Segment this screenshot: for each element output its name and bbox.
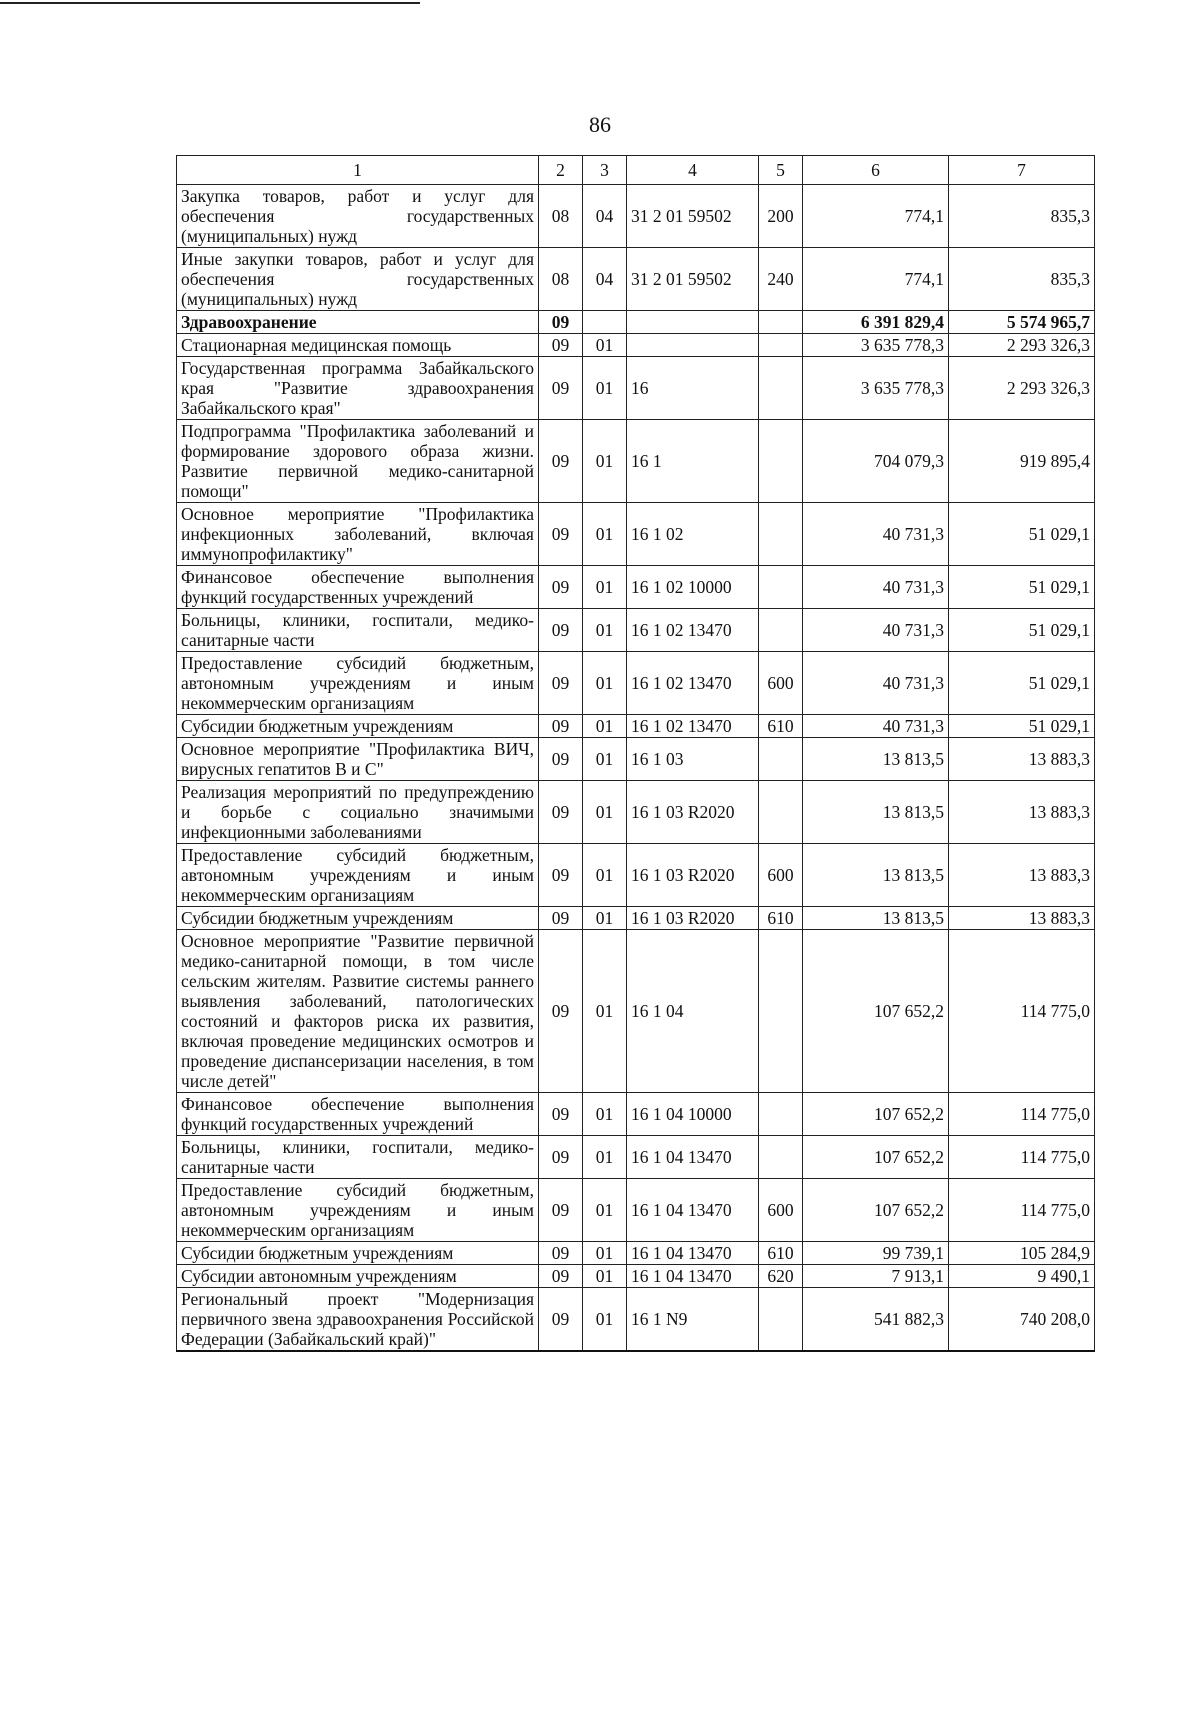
row-name: Основное мероприятие "Профилактика инфекционных заболеваний, включая иммунопрофилактику"	[177, 503, 539, 566]
table-row	[177, 738, 1095, 781]
row-target-code: 16 1 02 13470	[627, 609, 759, 652]
header-cell-6: 6	[803, 156, 949, 185]
table-row	[177, 357, 1095, 420]
row-target-code: 16 1 03 R2020	[627, 907, 759, 930]
row-target-code	[627, 334, 759, 357]
row-section: 09	[539, 1265, 583, 1288]
row-target-code	[627, 311, 759, 334]
row-amount-year1: 13 813,5	[803, 738, 949, 781]
row-subsection: 01	[583, 907, 627, 930]
table-row	[177, 1179, 1095, 1242]
header-cell-3: 3	[583, 156, 627, 185]
row-subsection: 01	[583, 738, 627, 781]
row-target-code: 16 1 04 13470	[627, 1265, 759, 1288]
row-amount-year1: 40 731,3	[803, 566, 949, 609]
row-target-code: 16 1 04 10000	[627, 1093, 759, 1136]
row-subsection: 01	[583, 652, 627, 715]
row-name: Иные закупки товаров, работ и услуг для обеспечения государственных (муниципальных) нужд	[177, 248, 539, 311]
row-section: 09	[539, 1093, 583, 1136]
row-subsection: 01	[583, 715, 627, 738]
row-subsection: 01	[583, 1242, 627, 1265]
row-amount-year1: 107 652,2	[803, 1179, 949, 1242]
row-amount-year2: 13 883,3	[949, 907, 1095, 930]
row-target-code: 16 1 03	[627, 738, 759, 781]
row-amount-year2: 105 284,9	[949, 1242, 1095, 1265]
row-target-code: 16 1 02	[627, 503, 759, 566]
table-body	[177, 185, 1095, 1352]
row-amount-year1: 107 652,2	[803, 1093, 949, 1136]
row-amount-year1: 13 813,5	[803, 781, 949, 844]
row-amount-year1: 13 813,5	[803, 907, 949, 930]
row-amount-year2: 114 775,0	[949, 1179, 1095, 1242]
row-subsection: 01	[583, 781, 627, 844]
table-row	[177, 781, 1095, 844]
table-row	[177, 907, 1095, 930]
row-name: Предоставление субсидий бюджетным, автономным учреждениям и иным некоммерческим организациям	[177, 1179, 539, 1242]
row-target-code: 31 2 01 59502	[627, 248, 759, 311]
row-amount-year2: 51 029,1	[949, 503, 1095, 566]
row-amount-year2: 114 775,0	[949, 930, 1095, 1093]
row-name: Государственная программа Забайкальского края "Развитие здравоохранения Забайкальского края"	[177, 357, 539, 420]
page-number: 86	[589, 112, 611, 137]
row-expense-type	[759, 420, 803, 503]
table-row	[177, 185, 1095, 248]
row-subsection: 01	[583, 1265, 627, 1288]
row-section: 09	[539, 1242, 583, 1265]
row-expense-type: 600	[759, 652, 803, 715]
row-name: Больницы, клиники, госпитали, медико-санитарные части	[177, 1136, 539, 1179]
row-target-code: 31 2 01 59502	[627, 185, 759, 248]
row-subsection	[583, 311, 627, 334]
row-name: Здравоохранение	[177, 311, 539, 334]
row-amount-year2: 13 883,3	[949, 738, 1095, 781]
row-expense-type	[759, 1136, 803, 1179]
row-amount-year1: 3 635 778,3	[803, 357, 949, 420]
row-name: Финансовое обеспечение выполнения функций государственных учреждений	[177, 1093, 539, 1136]
row-name: Больницы, клиники, госпитали, медико-санитарные части	[177, 609, 539, 652]
row-target-code: 16 1 04 13470	[627, 1179, 759, 1242]
row-section: 09	[539, 357, 583, 420]
row-name: Финансовое обеспечение выполнения функций государственных учреждений	[177, 566, 539, 609]
row-expense-type	[759, 503, 803, 566]
row-amount-year1: 99 739,1	[803, 1242, 949, 1265]
row-target-code: 16 1 03 R2020	[627, 844, 759, 907]
row-expense-type: 610	[759, 1242, 803, 1265]
row-subsection: 04	[583, 248, 627, 311]
row-amount-year1: 107 652,2	[803, 930, 949, 1093]
table-row	[177, 715, 1095, 738]
budget-table	[176, 155, 1095, 1352]
row-target-code: 16 1 02 10000	[627, 566, 759, 609]
row-subsection: 01	[583, 357, 627, 420]
row-section: 09	[539, 420, 583, 503]
row-subsection: 01	[583, 503, 627, 566]
row-section: 09	[539, 503, 583, 566]
row-subsection: 01	[583, 1136, 627, 1179]
row-name: Подпрограмма "Профилактика заболеваний и формирование здорового образа жизни. Развитие первичной медико-санитарной помощи"	[177, 420, 539, 503]
row-name: Субсидии бюджетным учреждениям	[177, 907, 539, 930]
row-amount-year1: 541 882,3	[803, 1288, 949, 1352]
row-name: Реализация мероприятий по предупреждению и борьбе с социально значимыми инфекционными заболеваниями	[177, 781, 539, 844]
row-subsection: 01	[583, 844, 627, 907]
row-section: 09	[539, 609, 583, 652]
row-section: 09	[539, 715, 583, 738]
row-section: 09	[539, 1136, 583, 1179]
row-expense-type	[759, 357, 803, 420]
table-row	[177, 334, 1095, 357]
row-expense-type	[759, 738, 803, 781]
row-amount-year2: 919 895,4	[949, 420, 1095, 503]
header-cell-1: 1	[177, 156, 539, 185]
row-expense-type	[759, 930, 803, 1093]
row-section: 09	[539, 781, 583, 844]
row-subsection: 01	[583, 1288, 627, 1352]
scan-top-line	[0, 2, 420, 4]
table-row	[177, 1288, 1095, 1352]
row-subsection: 01	[583, 566, 627, 609]
row-subsection: 01	[583, 334, 627, 357]
row-amount-year1: 704 079,3	[803, 420, 949, 503]
row-expense-type: 600	[759, 844, 803, 907]
row-amount-year2: 2 293 326,3	[949, 334, 1095, 357]
row-amount-year2: 9 490,1	[949, 1265, 1095, 1288]
row-amount-year2: 5 574 965,7	[949, 311, 1095, 334]
table-row	[177, 566, 1095, 609]
row-amount-year1: 774,1	[803, 248, 949, 311]
row-amount-year1: 6 391 829,4	[803, 311, 949, 334]
row-amount-year1: 40 731,3	[803, 652, 949, 715]
row-amount-year1: 40 731,3	[803, 503, 949, 566]
table-row	[177, 652, 1095, 715]
row-expense-type	[759, 781, 803, 844]
row-name: Предоставление субсидий бюджетным, автономным учреждениям и иным некоммерческим организациям	[177, 844, 539, 907]
row-expense-type: 200	[759, 185, 803, 248]
row-section: 08	[539, 248, 583, 311]
row-section: 09	[539, 1288, 583, 1352]
row-section: 09	[539, 1179, 583, 1242]
row-expense-type	[759, 311, 803, 334]
row-section: 09	[539, 311, 583, 334]
row-expense-type: 600	[759, 1179, 803, 1242]
table-row	[177, 1242, 1095, 1265]
row-expense-type	[759, 334, 803, 357]
row-amount-year2: 13 883,3	[949, 844, 1095, 907]
row-name: Субсидии автономным учреждениям	[177, 1265, 539, 1288]
row-name: Субсидии бюджетным учреждениям	[177, 715, 539, 738]
row-expense-type	[759, 1093, 803, 1136]
row-target-code: 16 1 03 R2020	[627, 781, 759, 844]
row-subsection: 01	[583, 1093, 627, 1136]
row-amount-year1: 40 731,3	[803, 609, 949, 652]
row-name: Основное мероприятие "Развитие первичной медико-санитарной помощи, в том числе сельским жителям. Развитие системы раннего выявления заболеваний, патологических состояний и факторов риска их развития, включая проведение медицинских осмотров и проведение диспансеризации населения, в том числе детей"	[177, 930, 539, 1093]
row-target-code: 16 1	[627, 420, 759, 503]
row-expense-type: 610	[759, 715, 803, 738]
header-cell-5: 5	[759, 156, 803, 185]
header-cell-7: 7	[949, 156, 1095, 185]
header-row	[177, 156, 1095, 185]
row-expense-type	[759, 1288, 803, 1352]
row-amount-year2: 51 029,1	[949, 715, 1095, 738]
row-section: 09	[539, 566, 583, 609]
header-cell-2: 2	[539, 156, 583, 185]
row-section: 08	[539, 185, 583, 248]
row-section: 09	[539, 907, 583, 930]
row-amount-year2: 835,3	[949, 185, 1095, 248]
table-row	[177, 248, 1095, 311]
row-target-code: 16	[627, 357, 759, 420]
row-expense-type: 620	[759, 1265, 803, 1288]
row-amount-year2: 13 883,3	[949, 781, 1095, 844]
table-row	[177, 1136, 1095, 1179]
header-cell-4: 4	[627, 156, 759, 185]
row-name: Закупка товаров, работ и услуг для обеспечения государственных (муниципальных) нужд	[177, 185, 539, 248]
row-name: Предоставление субсидий бюджетным, автономным учреждениям и иным некоммерческим организациям	[177, 652, 539, 715]
row-target-code: 16 1 02 13470	[627, 715, 759, 738]
row-name: Субсидии бюджетным учреждениям	[177, 1242, 539, 1265]
row-target-code: 16 1 04 13470	[627, 1136, 759, 1179]
row-target-code: 16 1 N9	[627, 1288, 759, 1352]
row-amount-year2: 51 029,1	[949, 566, 1095, 609]
row-amount-year2: 835,3	[949, 248, 1095, 311]
row-amount-year1: 774,1	[803, 185, 949, 248]
row-target-code: 16 1 02 13470	[627, 652, 759, 715]
table-row	[177, 1265, 1095, 1288]
table-row	[177, 930, 1095, 1093]
row-amount-year2: 114 775,0	[949, 1093, 1095, 1136]
row-expense-type: 240	[759, 248, 803, 311]
row-section: 09	[539, 334, 583, 357]
row-name: Стационарная медицинская помощь	[177, 334, 539, 357]
row-amount-year1: 3 635 778,3	[803, 334, 949, 357]
table-row	[177, 503, 1095, 566]
row-section: 09	[539, 652, 583, 715]
row-section: 09	[539, 930, 583, 1093]
row-name: Региональный проект "Модернизация первичного звена здравоохранения Российской Федерации (Забайкальский край)"	[177, 1288, 539, 1352]
row-subsection: 01	[583, 420, 627, 503]
row-subsection: 01	[583, 1179, 627, 1242]
row-amount-year1: 13 813,5	[803, 844, 949, 907]
row-subsection: 01	[583, 609, 627, 652]
row-amount-year2: 51 029,1	[949, 609, 1095, 652]
row-amount-year2: 740 208,0	[949, 1288, 1095, 1352]
table-row	[177, 844, 1095, 907]
table-row	[177, 311, 1095, 334]
row-amount-year1: 7 913,1	[803, 1265, 949, 1288]
row-section: 09	[539, 844, 583, 907]
row-section: 09	[539, 738, 583, 781]
row-target-code: 16 1 04	[627, 930, 759, 1093]
table-row	[177, 1093, 1095, 1136]
row-amount-year2: 51 029,1	[949, 652, 1095, 715]
table-row	[177, 420, 1095, 503]
row-target-code: 16 1 04 13470	[627, 1242, 759, 1265]
row-name: Основное мероприятие "Профилактика ВИЧ, вирусных гепатитов В и С"	[177, 738, 539, 781]
row-expense-type	[759, 566, 803, 609]
row-amount-year2: 2 293 326,3	[949, 357, 1095, 420]
row-amount-year1: 107 652,2	[803, 1136, 949, 1179]
row-expense-type	[759, 609, 803, 652]
row-amount-year1: 40 731,3	[803, 715, 949, 738]
row-subsection: 04	[583, 185, 627, 248]
row-expense-type: 610	[759, 907, 803, 930]
row-subsection: 01	[583, 930, 627, 1093]
table-row	[177, 609, 1095, 652]
row-amount-year2: 114 775,0	[949, 1136, 1095, 1179]
